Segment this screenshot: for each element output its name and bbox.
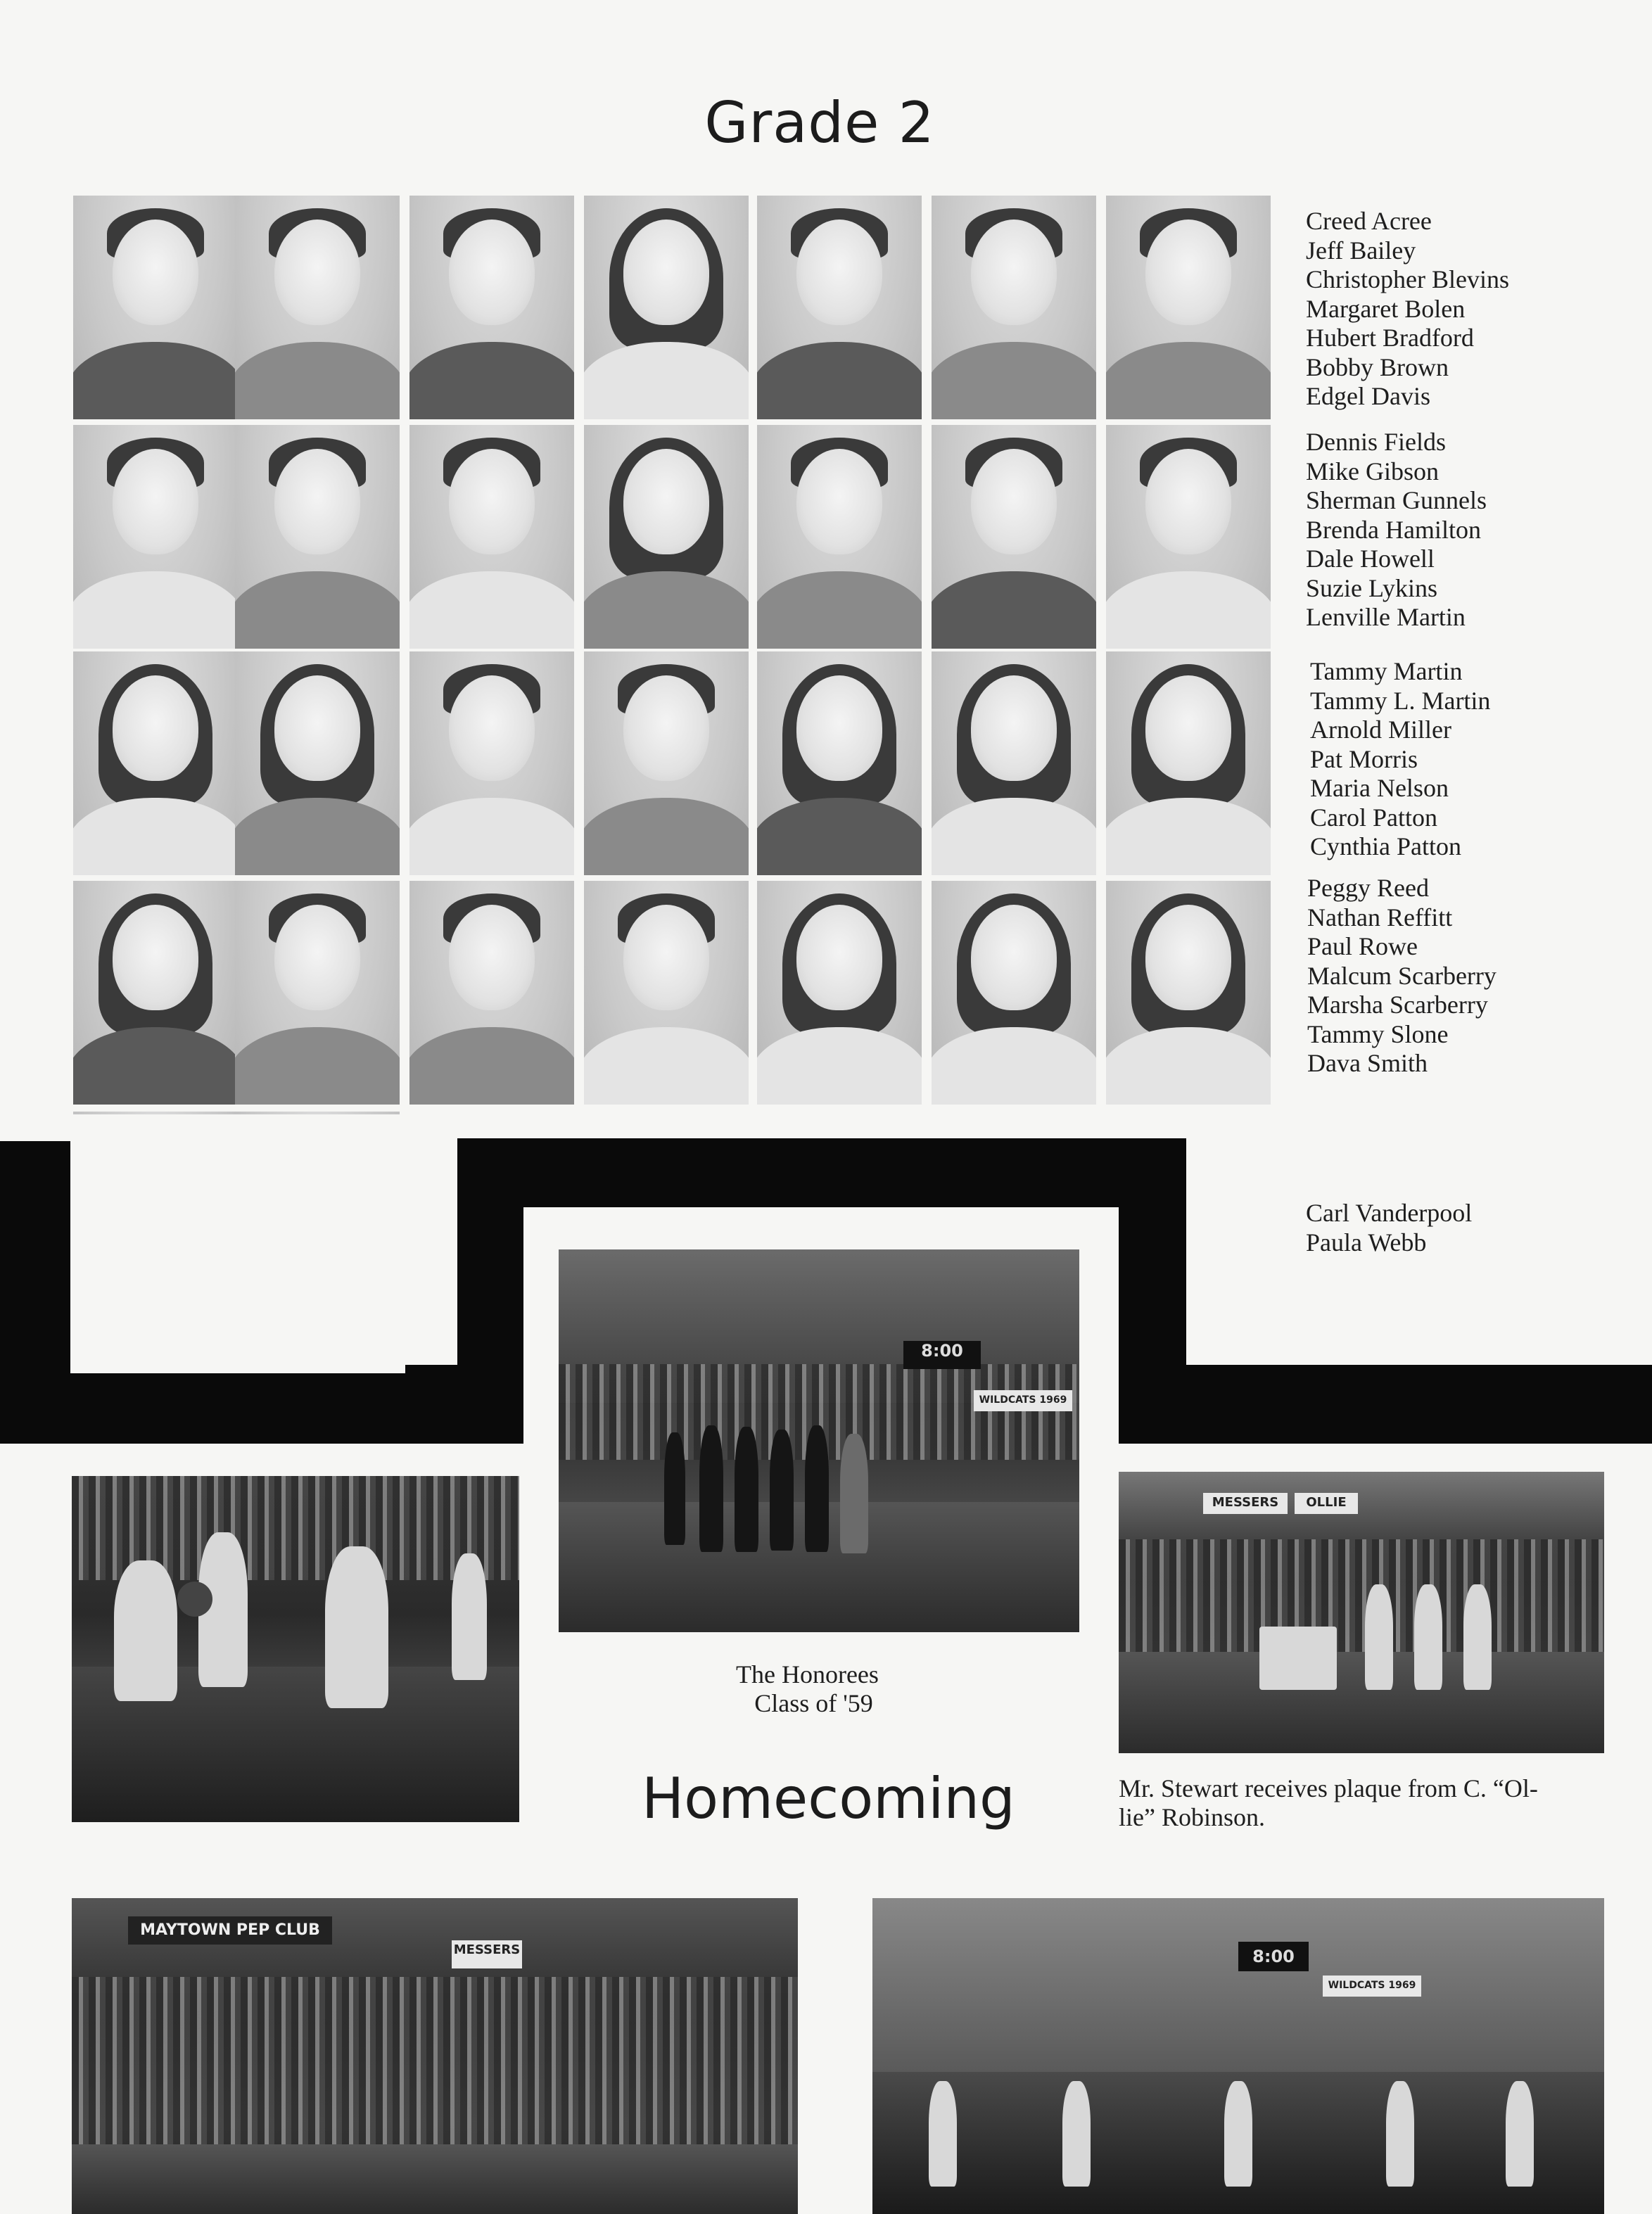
student-portrait — [584, 196, 749, 419]
decorative-band — [457, 1138, 523, 1444]
name-text: Lenville Martin — [1306, 603, 1466, 631]
name-list-row-5 — [1306, 1199, 1472, 1257]
student-portrait — [584, 425, 749, 649]
name-text: Arnold Miller — [1310, 715, 1451, 744]
caption-line: lie” Robinson. — [1119, 1803, 1265, 1831]
scoreboard: 8:00 — [1238, 1942, 1309, 1971]
student-portrait — [235, 425, 400, 649]
page-title: Grade 2 — [704, 90, 935, 155]
court-ceremony-photo — [872, 1898, 1604, 2214]
name-text: Malcum Scarberry — [1307, 961, 1497, 990]
plaque-caption — [1119, 1774, 1538, 1832]
name-text: Peggy Reed — [1307, 874, 1429, 902]
student-portrait — [584, 881, 749, 1105]
name-text: Nathan Reffitt — [1307, 903, 1453, 931]
name-text: Paul Rowe — [1307, 932, 1418, 960]
scoreboard: 8:00 — [903, 1341, 981, 1369]
student-portrait — [1106, 651, 1271, 875]
name-text: Dennis Fields — [1306, 428, 1447, 456]
caption-line: Class of '59 — [754, 1689, 873, 1717]
name-list-row-2 — [1306, 428, 1487, 632]
wildcats-sign: WILDCATS 1969 — [1323, 1976, 1421, 1997]
decorative-band — [1119, 1365, 1652, 1444]
name-text: Carl Vanderpool — [1306, 1199, 1473, 1227]
student-portrait — [1106, 425, 1271, 649]
decorative-band — [457, 1138, 1186, 1207]
name-text: Margaret Bolen — [1306, 294, 1466, 323]
name-text: Bobby Brown — [1306, 352, 1449, 381]
name-text: Sherman Gunnels — [1306, 486, 1487, 514]
name-text: Brenda Hamilton — [1306, 515, 1481, 544]
name-text: Suzie Lykins — [1306, 573, 1437, 602]
name-text: Dale Howell — [1306, 545, 1435, 573]
plaque-photo — [1119, 1472, 1604, 1753]
honorees-caption — [736, 1660, 879, 1718]
student-portrait — [584, 651, 749, 875]
student-portrait — [235, 196, 400, 419]
name-list-row-1 — [1306, 207, 1509, 412]
student-portrait — [409, 425, 574, 649]
name-text: Tammy Martin — [1310, 657, 1463, 685]
student-portrait — [932, 651, 1096, 875]
name-text: Christopher Blevins — [1306, 265, 1509, 293]
name-text: Tammy Slone — [1307, 1019, 1449, 1048]
student-portrait — [757, 881, 922, 1105]
student-portrait — [932, 881, 1096, 1105]
basketball-photo — [72, 1476, 519, 1822]
student-portrait — [409, 881, 574, 1105]
student-portrait — [1106, 196, 1271, 419]
pep-club-photo — [72, 1898, 798, 2214]
student-portrait — [757, 651, 922, 875]
student-portrait — [235, 651, 400, 875]
student-portrait — [1106, 881, 1271, 1105]
student-portrait — [73, 196, 238, 419]
ollie-sign: OLLIE — [1295, 1493, 1358, 1514]
student-portrait — [409, 651, 574, 875]
student-portrait — [73, 881, 238, 1105]
name-text: Cynthia Patton — [1310, 832, 1461, 860]
wildcats-sign: WILDCATS 1969 — [974, 1390, 1072, 1411]
pep-club-sign: MAYTOWN PEP CLUB — [128, 1916, 332, 1945]
name-text: Dava Smith — [1307, 1049, 1428, 1077]
name-text: Edgel Davis — [1306, 382, 1430, 410]
caption-line: Mr. Stewart receives plaque from C. “Ol- — [1119, 1774, 1538, 1802]
student-portrait — [932, 425, 1096, 649]
portrait-panel-bg — [70, 1114, 405, 1373]
student-portrait — [757, 425, 922, 649]
name-text: Tammy L. Martin — [1310, 686, 1491, 715]
student-portrait — [73, 425, 238, 649]
decorative-band — [0, 1365, 523, 1444]
student-portrait — [757, 196, 922, 419]
messers-sign: MESSERS — [452, 1940, 522, 1968]
honorees-photo — [559, 1249, 1079, 1632]
name-text: Pat Morris — [1310, 744, 1418, 773]
name-text: Carol Patton — [1310, 803, 1437, 832]
homecoming-title: Homecoming — [642, 1766, 1015, 1831]
name-text: Hubert Bradford — [1306, 324, 1474, 352]
name-text: Mike Gibson — [1306, 457, 1439, 485]
student-portrait — [932, 196, 1096, 419]
messers-sign: MESSERS — [1203, 1493, 1288, 1514]
student-portrait — [73, 651, 238, 875]
student-portrait — [409, 196, 574, 419]
student-portrait — [235, 881, 400, 1105]
name-text: Creed Acree — [1306, 207, 1432, 235]
name-text: Jeff Bailey — [1306, 236, 1416, 265]
caption-line: The Honorees — [736, 1660, 879, 1688]
name-list-row-4 — [1307, 874, 1497, 1079]
name-text: Paula Webb — [1306, 1228, 1427, 1256]
name-text: Marsha Scarberry — [1307, 991, 1488, 1019]
name-list-row-3 — [1310, 657, 1490, 862]
name-text: Maria Nelson — [1310, 774, 1449, 802]
